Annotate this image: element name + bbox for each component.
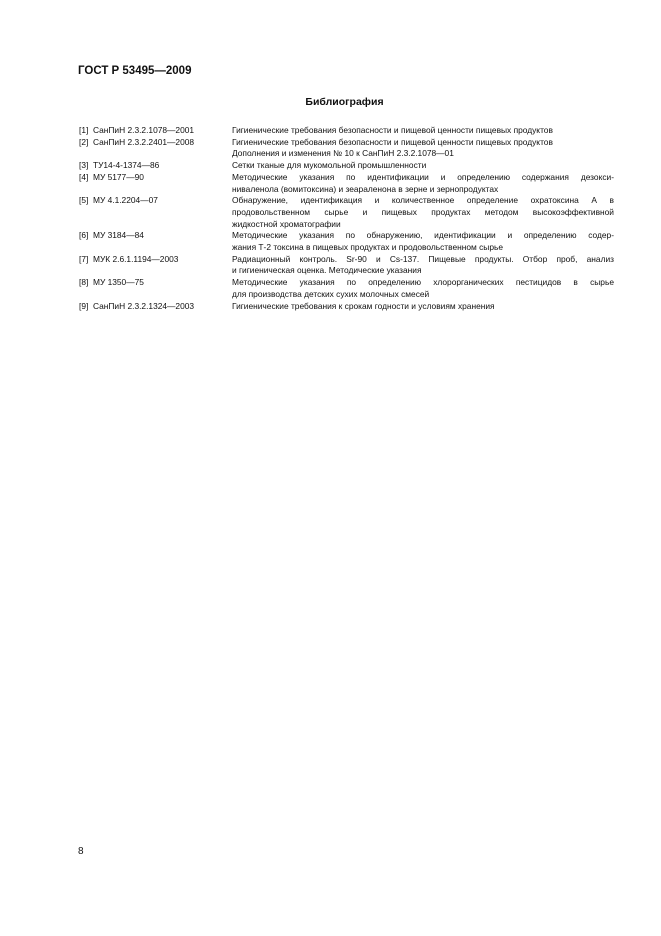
entry-description <box>232 230 614 253</box>
bibliography-entry <box>79 137 614 160</box>
entry-description <box>232 301 614 313</box>
bibliography-entry <box>79 301 614 313</box>
bibliography-entry <box>79 125 614 137</box>
description-line: Методические указания по обнаружению, идентификации и определению содер- <box>232 230 614 241</box>
description-line: Методические указания по идентификации и определению содержания дезокси- <box>232 171 614 182</box>
entry-reference: [3] ТУ14-4-1374—86 <box>79 160 160 171</box>
description-line: Методические указания по определению хлорорганических пестицидов в сырье <box>232 277 614 288</box>
description-line: Радиационный контроль. Sr-90 и Cs-137. Пищевые продукты. Отбор проб, анализ <box>232 253 614 264</box>
entry-description <box>232 137 614 160</box>
description-line: жания Т-2 токсина в пищевых продуктах и продовольственном сырье <box>232 242 503 253</box>
page-number: 8 <box>78 846 84 857</box>
description-line: Гигиенические требования к срокам годности и условиям хранения <box>232 300 495 311</box>
description-line: Гигиенические требования безопасности и пищевой ценности пищевых продуктов <box>232 125 553 135</box>
description-line: Гигиенические требования безопасности и пищевой ценности пищевых продуктов <box>232 136 553 147</box>
entry-reference: [2] СанПиН 2.3.2.2401—2008 <box>79 136 195 147</box>
section-title: Библиография <box>305 96 384 108</box>
entry-description <box>232 277 614 300</box>
entry-reference: [6] МУ 3184—84 <box>79 230 144 241</box>
description-line: ниваленола (вомитоксина) и зеараленона в зерне и зернопродуктах <box>232 183 499 194</box>
entry-reference: [4] МУ 5177—90 <box>79 171 144 182</box>
description-line: продовольственном сырье и пищевых продуктах методом высокоэффективной <box>232 206 614 217</box>
description-line: для производства детских сухих молочных смесей <box>232 288 430 299</box>
description-line: и гигиеническая оценка. Методические указания <box>232 265 422 276</box>
description-line: жидкостной хроматографии <box>232 218 341 229</box>
bibliography-entry <box>79 195 614 230</box>
bibliography-entry <box>79 160 614 172</box>
entry-description <box>232 172 614 195</box>
bibliography-entry <box>79 277 614 300</box>
entry-reference: [9] СанПиН 2.3.2.1324—2003 <box>79 300 195 311</box>
entry-description <box>232 254 614 277</box>
document-header: ГОСТ Р 53495—2009 <box>78 65 192 77</box>
entry-reference: [1] СанПиН 2.3.2.1078—2001 <box>79 125 195 135</box>
description-line: Обнаружение, идентификация и количественное определение охратоксина А в <box>232 195 614 206</box>
description-line: Дополнения и изменения № 10 к СанПиН 2.3.2.1078—01 <box>232 148 454 159</box>
entry-description <box>232 125 614 137</box>
entry-description <box>232 160 614 172</box>
entry-reference: [5] МУ 4.1.2204—07 <box>79 195 158 206</box>
entry-description <box>232 195 614 230</box>
bibliography-list <box>79 125 614 312</box>
bibliography-entry <box>79 254 614 277</box>
entry-reference: [7] МУК 2.6.1.1194—2003 <box>79 253 179 264</box>
bibliography-entry <box>79 230 614 253</box>
entry-reference: [8] МУ 1350—75 <box>79 277 144 288</box>
bibliography-entry <box>79 172 614 195</box>
description-line: Сетки тканые для мукомольной промышленности <box>232 160 427 171</box>
